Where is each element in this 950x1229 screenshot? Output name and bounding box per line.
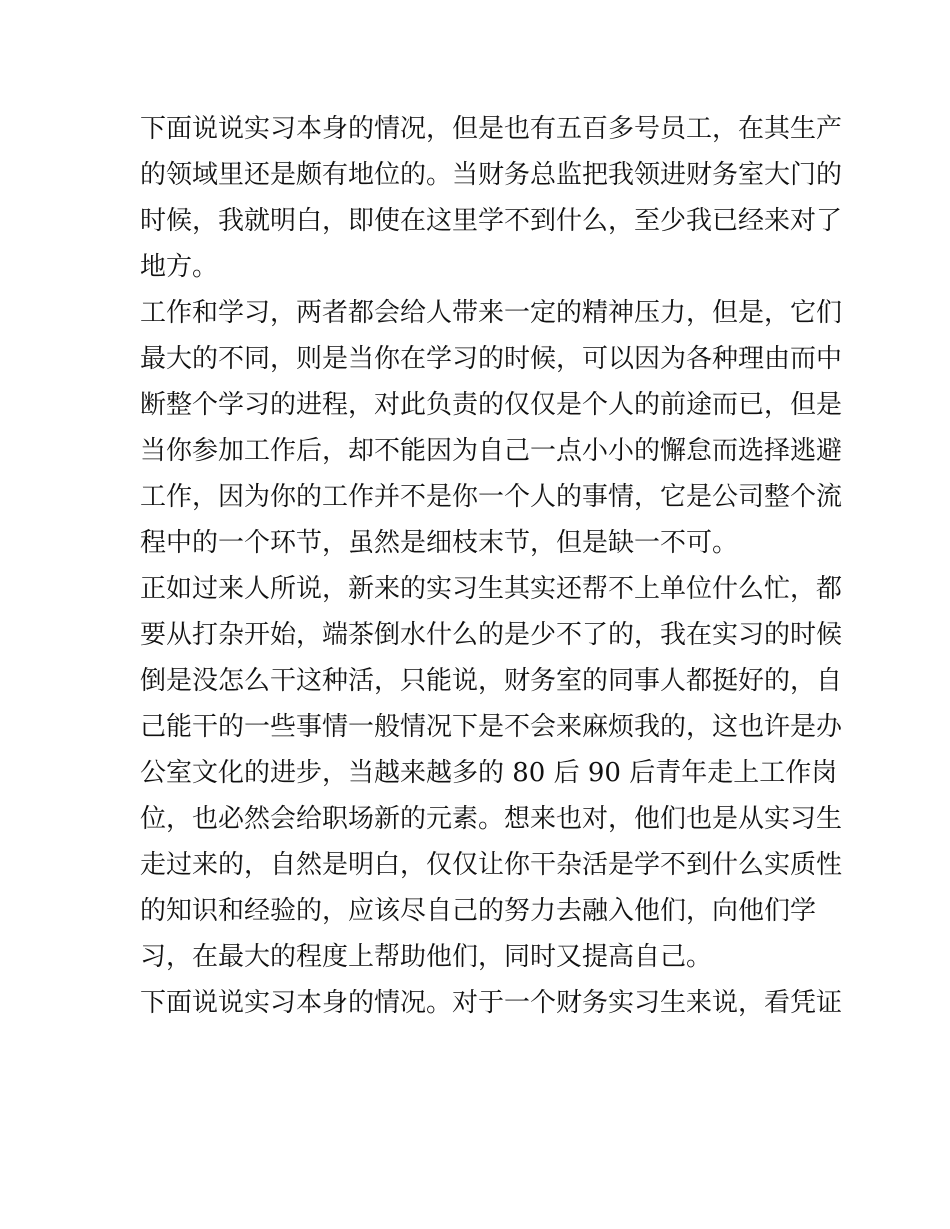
text-line: 下面说说实习本身的情况，但是也有五百多号员工，在其生产: [140, 114, 843, 144]
text-line: 走过来的，自然是明白，仅仅让你干杂活是学不到什么实质性: [140, 850, 843, 880]
text-line: 习，在最大的程度上帮助他们，同时又提高自己。: [140, 942, 713, 972]
text-line: 的知识和经验的，应该尽自己的努力去融入他们，向他们学: [140, 896, 817, 926]
text-line: 工作，因为你的工作并不是你一个人的事情，它是公司整个流: [140, 482, 843, 512]
text-line: 己能干的一些事情一般情况下是不会来麻烦我的，这也许是办: [140, 712, 843, 742]
text-line: 的领域里还是颇有地位的。当财务总监把我领进财务室大门的: [140, 160, 843, 190]
text-line: 正如过来人所说，新来的实习生其实还帮不上单位什么忙，都: [140, 574, 843, 604]
text-line: 要从打杂开始，端茶倒水什么的是少不了的，我在实习的时候: [140, 620, 843, 650]
text-line: 当你参加工作后，却不能因为自己一点小小的懈怠而选择逃避: [140, 436, 843, 466]
text-line: 最大的不同，则是当你在学习的时候，可以因为各种理由而中: [140, 344, 843, 374]
text-line: 时候，我就明白，即使在这里学不到什么，至少我已经来对了: [140, 206, 843, 236]
paragraph-4: [140, 980, 843, 1026]
text-line: 下面说说实习本身的情况。对于一个财务实习生来说，看凭证: [140, 988, 843, 1018]
text-line: 倒是没怎么干这种活，只能说，财务室的同事人都挺好的，自: [140, 666, 843, 696]
text-line: 工作和学习，两者都会给人带来一定的精神压力，但是，它们: [140, 298, 843, 328]
text-line: 断整个学习的进程，对此负责的仅仅是个人的前途而已，但是: [140, 390, 843, 420]
text-line: 位，也必然会给职场新的元素。想来也对，他们也是从实习生: [140, 804, 843, 834]
paragraph-3: [140, 566, 843, 980]
document-body: [140, 106, 843, 1026]
text-line: 程中的一个环节，虽然是细枝末节，但是缺一不可。: [140, 528, 739, 558]
paragraph-2: [140, 290, 843, 566]
text-line: 公室文化的进步，当越来越多的 80 后 90 后青年走上工作岗: [140, 758, 838, 788]
text-line: 地方。: [140, 252, 219, 282]
paragraph-1: [140, 106, 843, 290]
